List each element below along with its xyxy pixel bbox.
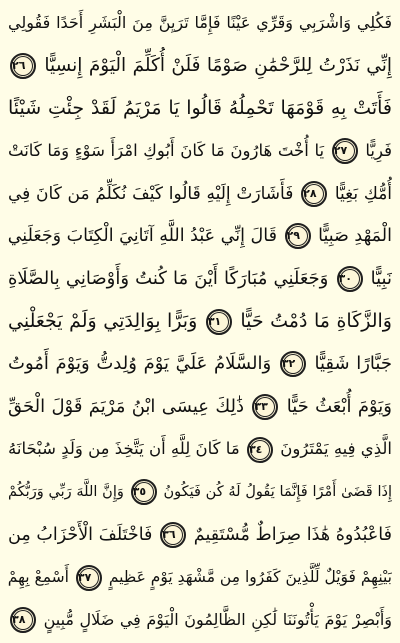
verse-text: فَأَشَارَتْ إِلَيْهِ قَالُوا كَيْفَ نُكَلِّمُ مَن كَانَ فِي [8, 183, 294, 204]
verse-text: فَأَتَتْ بِهِ قَوْمَهَا تَحْمِلُهُ قَالُوا يَا مَرْيَمُ لَقَدْ جِئْتِ شَيْئًا [8, 97, 392, 120]
ayah-number-marker: ٣٠ [337, 266, 363, 292]
verse-text: بَيْنِهِمْ فَوَيْلٌ لِّلَّذِينَ كَفَرُوا مِن مَّشْهَدِ يَوْمٍ عَظِيمٍ [108, 568, 392, 587]
verse-line [8, 516, 392, 554]
verse-text: قَالَ إِنِّي عَبْدُ اللَّهِ آتَانِيَ الْكِتَابَ وَجَعَلَنِي [8, 226, 277, 247]
verse-line [8, 601, 392, 639]
ayah-number-marker: ٢٩ [285, 223, 311, 249]
verse-line [8, 558, 392, 596]
ayah-number-marker: ٢٧ [332, 138, 358, 164]
ayah-number-marker: ٢٦ [10, 53, 36, 79]
ayah-number-marker: ٣٦ [160, 522, 186, 548]
verse-text: جَبَّارًا شَقِيًّا [314, 353, 392, 375]
verse-text: وَيَوْمَ أُبْعَثُ حَيًّا [286, 395, 392, 417]
verse-text: مَا كَانَ لِلَّهِ أَن يَتَّخِذَ مِن وَلَدٍ سُبْحَانَهُ [8, 439, 240, 459]
verse-text: فَكُلِي وَاشْرَبِي وَقَرِّي عَيْنًا فَإِمَّا تَرَيِنَّ مِنَ الْبَشَرِ أَحَدًا فَقُولِي [8, 13, 392, 32]
ayah-number-marker: ٣٥ [131, 479, 157, 505]
verse-line [8, 217, 392, 255]
ayah-number-marker: ٣٧ [76, 565, 102, 591]
verse-text: نَبِيًّا [370, 267, 392, 289]
ayah-number-marker: ٣١ [206, 309, 232, 335]
ayah-number-marker: ٢٨ [301, 181, 327, 207]
verse-line [8, 388, 392, 426]
verse-line [8, 47, 392, 85]
verse-line [8, 4, 392, 42]
verse-line [8, 430, 392, 468]
verse-text: يَا أُخْتَ هَارُونَ مَا كَانَ أَبُوكِ امْرَأَ سَوْءٍ وَمَا كَانَتْ [8, 140, 325, 160]
ayah-number-marker: ٣٨ [10, 607, 36, 633]
verse-line [8, 345, 392, 383]
verse-text: إِذَا قَضَىٰ أَمْرًا فَإِنَّمَا يَقُولُ لَهُ كُن فَيَكُونُ [163, 484, 392, 501]
verse-text: أُمُّكِ بَغِيًّا [334, 183, 392, 204]
verse-text: الْمَهْدِ صَبِيًّا [318, 226, 392, 247]
verse-text: وَالزَّكَاةِ مَا دُمْتُ حَيًّا [240, 310, 392, 333]
ayah-number-marker: ٣٢ [280, 351, 306, 377]
verse-line [8, 473, 392, 511]
verse-line [8, 260, 392, 298]
ayah-number-marker: ٣٣ [252, 394, 278, 420]
verse-text: وَجَعَلَنِي مُبَارَكًا أَيْنَ مَا كُنتُ وَأَوْصَانِي بِالصَّلَاةِ [8, 267, 329, 289]
verse-text: فَاعْبُدُوهُ هَٰذَا صِرَاطٌ مُّسْتَقِيمٌ [193, 524, 392, 545]
verse-text: أَسْمِعْ بِهِمْ [8, 568, 69, 587]
verse-line [8, 89, 392, 127]
ayah-number-marker: ٣٤ [247, 437, 273, 463]
verse-text: إِنِّي نَذَرْتُ لِلرَّحْمَٰنِ صَوْمًا فَلَنْ أُكَلِّمَ الْيَوْمَ إِنسِيًّا [44, 54, 392, 76]
verse-text: وَأَبْصِرْ يَوْمَ يَأْتُونَنَا لَٰكِنِ الظَّالِمُونَ الْيَوْمَ فِي ضَلَالٍ مُّبِينٍ [43, 609, 392, 629]
verse-line [8, 175, 392, 213]
verse-text: وَإِنَّ اللَّهَ رَبِّي وَرَبُّكُمْ [8, 484, 124, 501]
verse-line [8, 132, 392, 170]
verse-text: وَالسَّلَامُ عَلَيَّ يَوْمَ وُلِدتُّ وَيَوْمَ أَمُوتُ [8, 353, 272, 375]
verse-text: وَبَرًّا بِوَالِدَتِي وَلَمْ يَجْعَلْنِي [8, 310, 198, 333]
verse-text: الَّذِي فِيهِ يَمْتَرُونَ [280, 439, 392, 459]
verse-text: فَرِيًّا [365, 140, 392, 160]
verse-text: فَاخْتَلَفَ الْأَحْزَابُ مِن [8, 524, 153, 545]
verse-text: ذَٰلِكَ عِيسَى ابْنُ مَرْيَمَ قَوْلَ الْحَقِّ [8, 395, 245, 417]
verse-line [8, 302, 392, 340]
